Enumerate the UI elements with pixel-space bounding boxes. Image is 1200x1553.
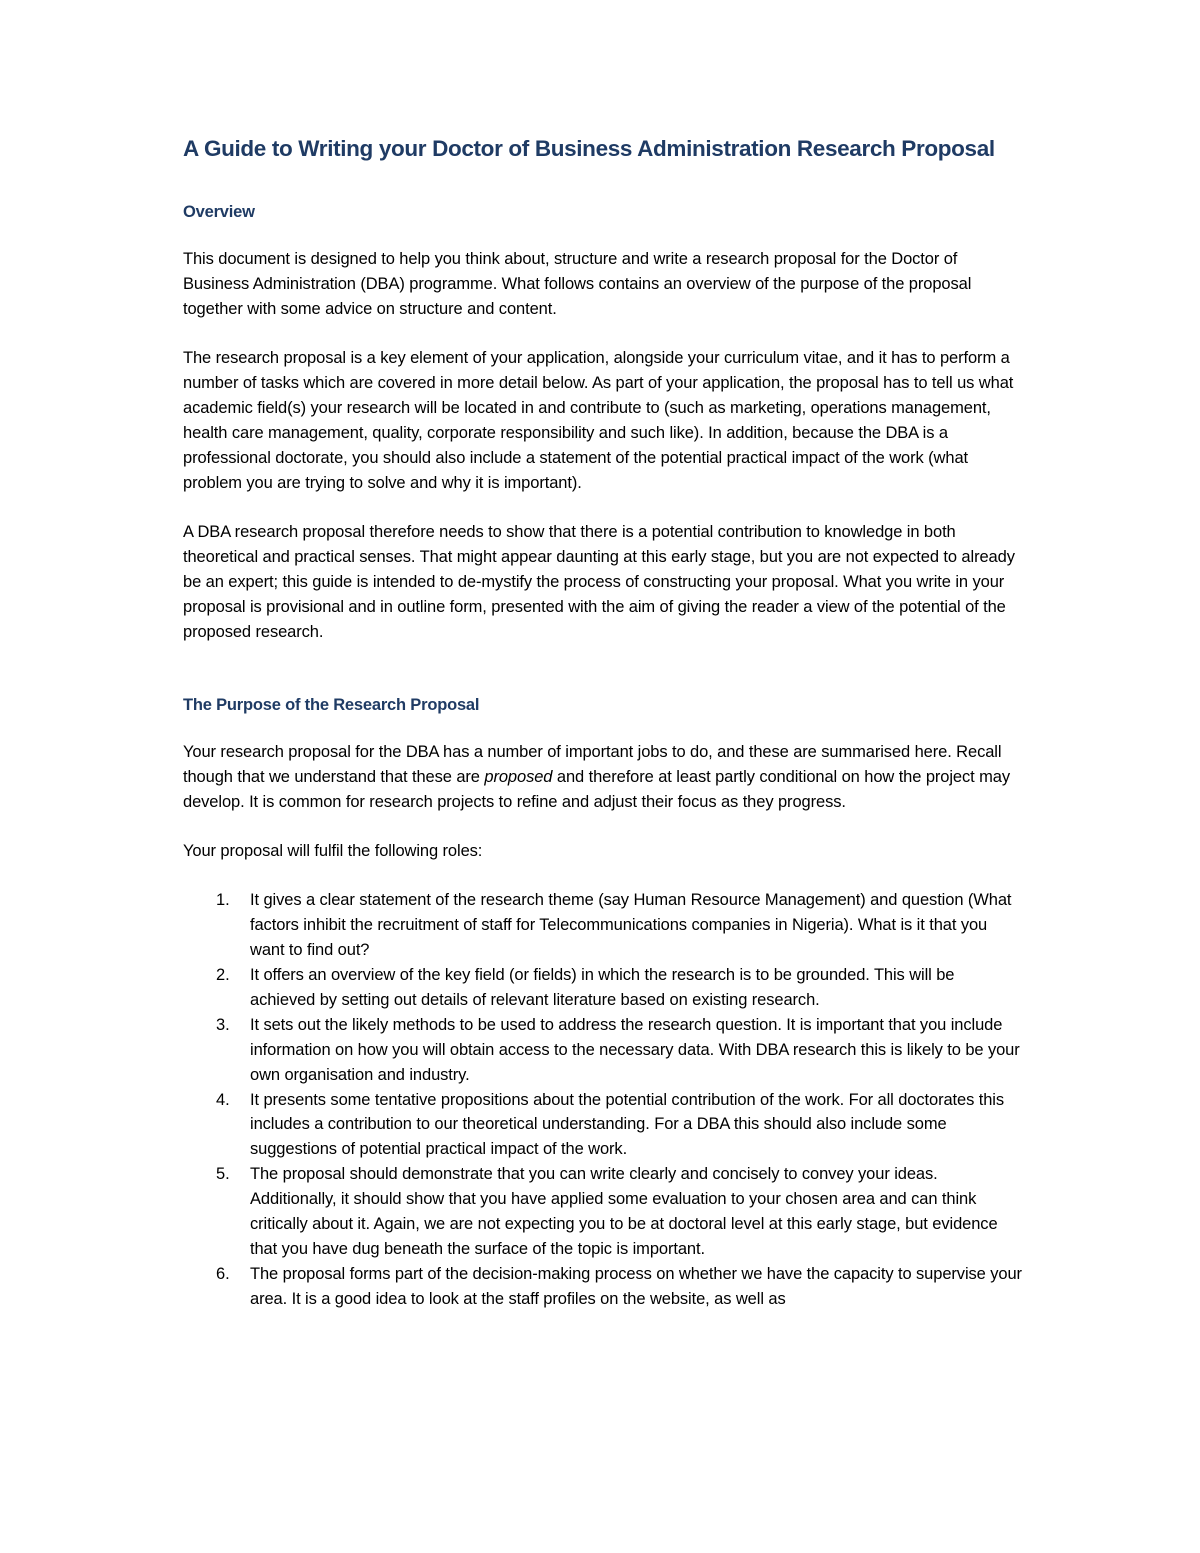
list-item	[183, 888, 1023, 963]
purpose-intro-text-start: Your research proposal for the DBA has a number of important jobs to do, and these are summarised here. Recall though that we understand that these are	[183, 742, 1002, 786]
list-item	[183, 1088, 1023, 1163]
list-item-number: 4.	[216, 1090, 230, 1109]
document-page	[183, 132, 1023, 1312]
purpose-intro-emphasis: proposed	[484, 767, 553, 786]
purpose-intro-paragraph	[183, 740, 1023, 815]
list-item	[183, 1262, 1023, 1312]
list-item	[183, 1013, 1023, 1088]
overview-paragraph-2: The research proposal is a key element of your application, alongside your curriculum vitae, and it has to perform a number of tasks which are covered in more detail below. As part of your application, the proposal has to tell us what academic field(s) your research will be located in and contribute to (such as marketing, operations management, health care management, quality, corporate responsibility and such like). In addition, because the DBA is a professional doctorate, you should also include a statement of the potential practical impact of the work (what problem you are trying to solve and why it is important).	[183, 349, 1014, 492]
list-item-text: The proposal forms part of the decision-making process on whether we have the capacity to supervise your area. It is a good idea to look at the staff profiles on the website, as well as	[250, 1264, 1022, 1308]
list-item-number: 2.	[216, 966, 230, 985]
document-title: A Guide to Writing your Doctor of Business Administration Research Proposal	[183, 136, 995, 161]
purpose-heading: The Purpose of the Research Proposal	[183, 695, 480, 714]
list-item-number: 1.	[216, 891, 230, 910]
list-item-text: It presents some tentative propositions about the potential contribution of the work. For all doctorates this includes a contribution to our theoretical understanding. For a DBA this should also include some suggestions of potential practical impact of the work.	[250, 1090, 1005, 1159]
overview-heading: Overview	[183, 203, 255, 221]
roles-list	[183, 888, 1023, 1311]
list-item-text: It offers an overview of the key field (or fields) in which the research is to be grounded. This will be achieved by setting out details of relevant literature based on existing research.	[250, 966, 955, 1009]
overview-paragraph-1: This document is designed to help you think about, structure and write a research proposal for the Doctor of Business Administration (DBA) programme. What follows contains an overview of the purpose of the proposal together with some advice on structure and content.	[183, 250, 972, 318]
list-item-text: It gives a clear statement of the research theme (say Human Resource Management) and question (What factors inhibit the recruitment of staff for Telecommunications companies in Nigeria). What is it that you want to find out?	[250, 891, 1012, 960]
list-item-number: 5.	[216, 1165, 230, 1184]
list-item	[183, 1162, 1023, 1262]
roles-intro: Your proposal will fulfil the following roles:	[183, 841, 483, 860]
list-item	[183, 963, 1023, 1013]
purpose-intro-text-end: and therefore at least partly conditional on how the project may develop. It is common for research projects to refine and adjust their focus as they progress.	[183, 767, 1010, 811]
list-item-text: It sets out the likely methods to be used to address the research question. It is important that you include information on how you will obtain access to the necessary data. With DBA research this is likely to be your own organisation and industry.	[250, 1015, 1020, 1084]
overview-paragraph-3: A DBA research proposal therefore needs to show that there is a potential contribution to knowledge in both theoretical and practical senses. That might appear daunting at this early stage, but you are not expected to already be an expert; this guide is intended to de-mystify the process of constructing your proposal. What you write in your proposal is provisional and in outline form, presented with the aim of giving the reader a view of the potential of the proposed research.	[183, 523, 1015, 641]
list-item-text: The proposal should demonstrate that you can write clearly and concisely to convey your ideas. Additionally, it should show that you have applied some evaluation to your chosen area and can think critically about it. Again, we are not expecting you to be at doctoral level at this early stage, but evidence that you have dug beneath the surface of the topic is important.	[250, 1165, 998, 1258]
list-item-number: 3.	[216, 1015, 230, 1034]
list-item-number: 6.	[216, 1264, 230, 1283]
